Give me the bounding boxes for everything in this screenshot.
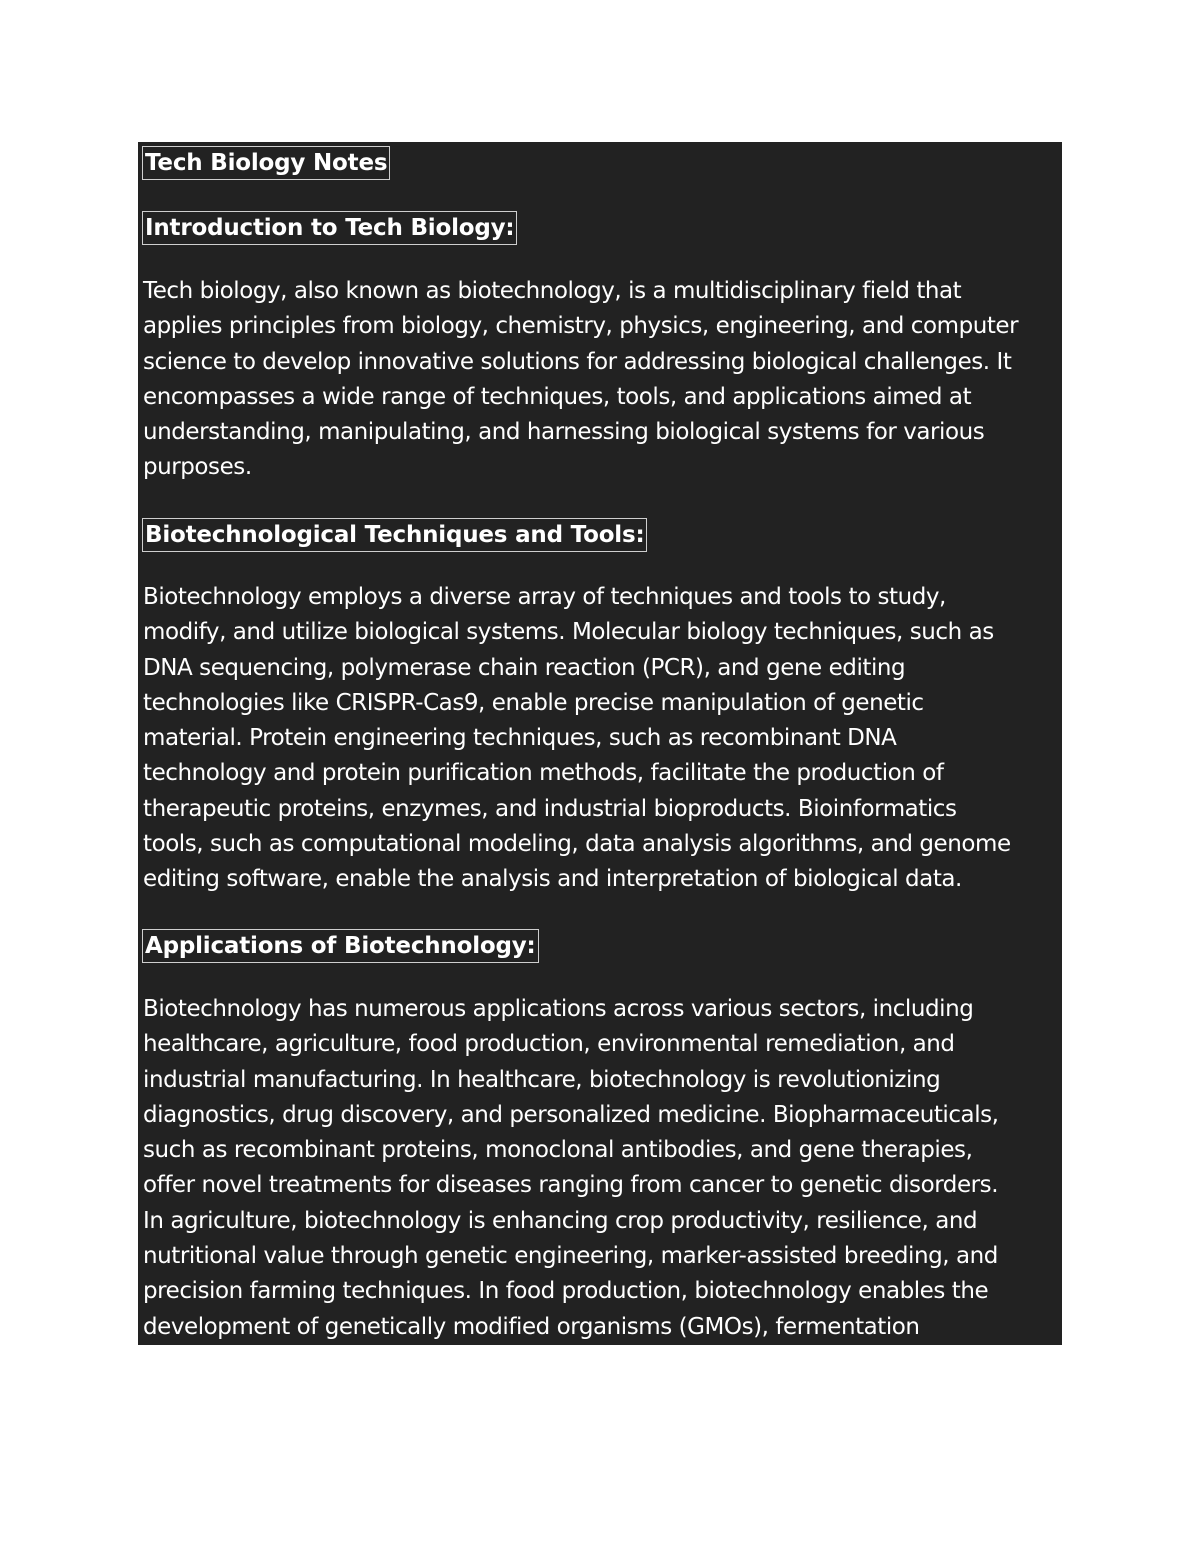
- paragraph-line: offer novel treatments for diseases ranging from cancer to genetic disorders.: [143, 1172, 999, 1199]
- paragraph-line: therapeutic proteins, enzymes, and industrial bioproducts. Bioinformatics: [143, 795, 957, 822]
- paragraph-line: technology and protein purification methods, facilitate the production of: [143, 760, 944, 787]
- paragraph-line: Tech biology, also known as biotechnology, is a multidisciplinary field that: [143, 278, 962, 304]
- paragraph-line: industrial manufacturing. In healthcare, biotechnology is revolutionizing: [143, 1066, 941, 1093]
- paragraph-line: technologies like CRISPR-Cas9, enable precise manipulation of genetic: [143, 689, 924, 716]
- paragraph-line: development of genetically modified organisms (GMOs), fermentation: [143, 1313, 920, 1340]
- paragraph-line: understanding, manipulating, and harnessing biological systems for various: [143, 419, 985, 446]
- notes-content-block: [138, 142, 1062, 1345]
- paragraph-line: purposes.: [143, 454, 252, 481]
- section-heading-applications: Applications of Biotechnology:: [142, 929, 539, 963]
- paragraph-line: nutritional value through genetic engineering, marker-assisted breeding, and: [143, 1243, 998, 1270]
- paragraph-line: tools, such as computational modeling, data analysis algorithms, and genome: [143, 831, 1011, 858]
- document-title: Tech Biology Notes: [142, 146, 390, 180]
- paragraph-line: healthcare, agriculture, food production, environmental remediation, and: [143, 1031, 955, 1058]
- section-paragraph-applications: [143, 992, 1062, 1345]
- section-paragraph-introduction: [143, 274, 1062, 486]
- section-heading-introduction: Introduction to Tech Biology:: [142, 211, 517, 245]
- paragraph-line: DNA sequencing, polymerase chain reaction (PCR), and gene editing: [143, 654, 906, 681]
- paragraph-line: Biotechnology has numerous applications across various sectors, including: [143, 996, 974, 1022]
- paragraph-line: such as recombinant proteins, monoclonal antibodies, and gene therapies,: [143, 1137, 973, 1164]
- paragraph-line: precision farming techniques. In food production, biotechnology enables the: [143, 1278, 989, 1305]
- paragraph-line: applies principles from biology, chemistry, physics, engineering, and computer: [143, 313, 1019, 340]
- paragraph-line: editing software, enable the analysis and interpretation of biological data.: [143, 866, 962, 893]
- paragraph-line: science to develop innovative solutions for addressing biological challenges. It: [143, 348, 1012, 375]
- paragraph-line: material. Protein engineering techniques, such as recombinant DNA: [143, 725, 897, 752]
- paragraph-line: In agriculture, biotechnology is enhancing crop productivity, resilience, and: [143, 1207, 978, 1234]
- paragraph-line: modify, and utilize biological systems. Molecular biology techniques, such as: [143, 619, 994, 646]
- paragraph-line: diagnostics, drug discovery, and personalized medicine. Biopharmaceuticals,: [143, 1101, 999, 1128]
- paragraph-line: Biotechnology employs a diverse array of techniques and tools to study,: [143, 584, 946, 610]
- section-heading-techniques: Biotechnological Techniques and Tools:: [142, 518, 647, 552]
- paragraph-line: encompasses a wide range of techniques, tools, and applications aimed at: [143, 383, 972, 410]
- section-paragraph-techniques: [143, 580, 1062, 898]
